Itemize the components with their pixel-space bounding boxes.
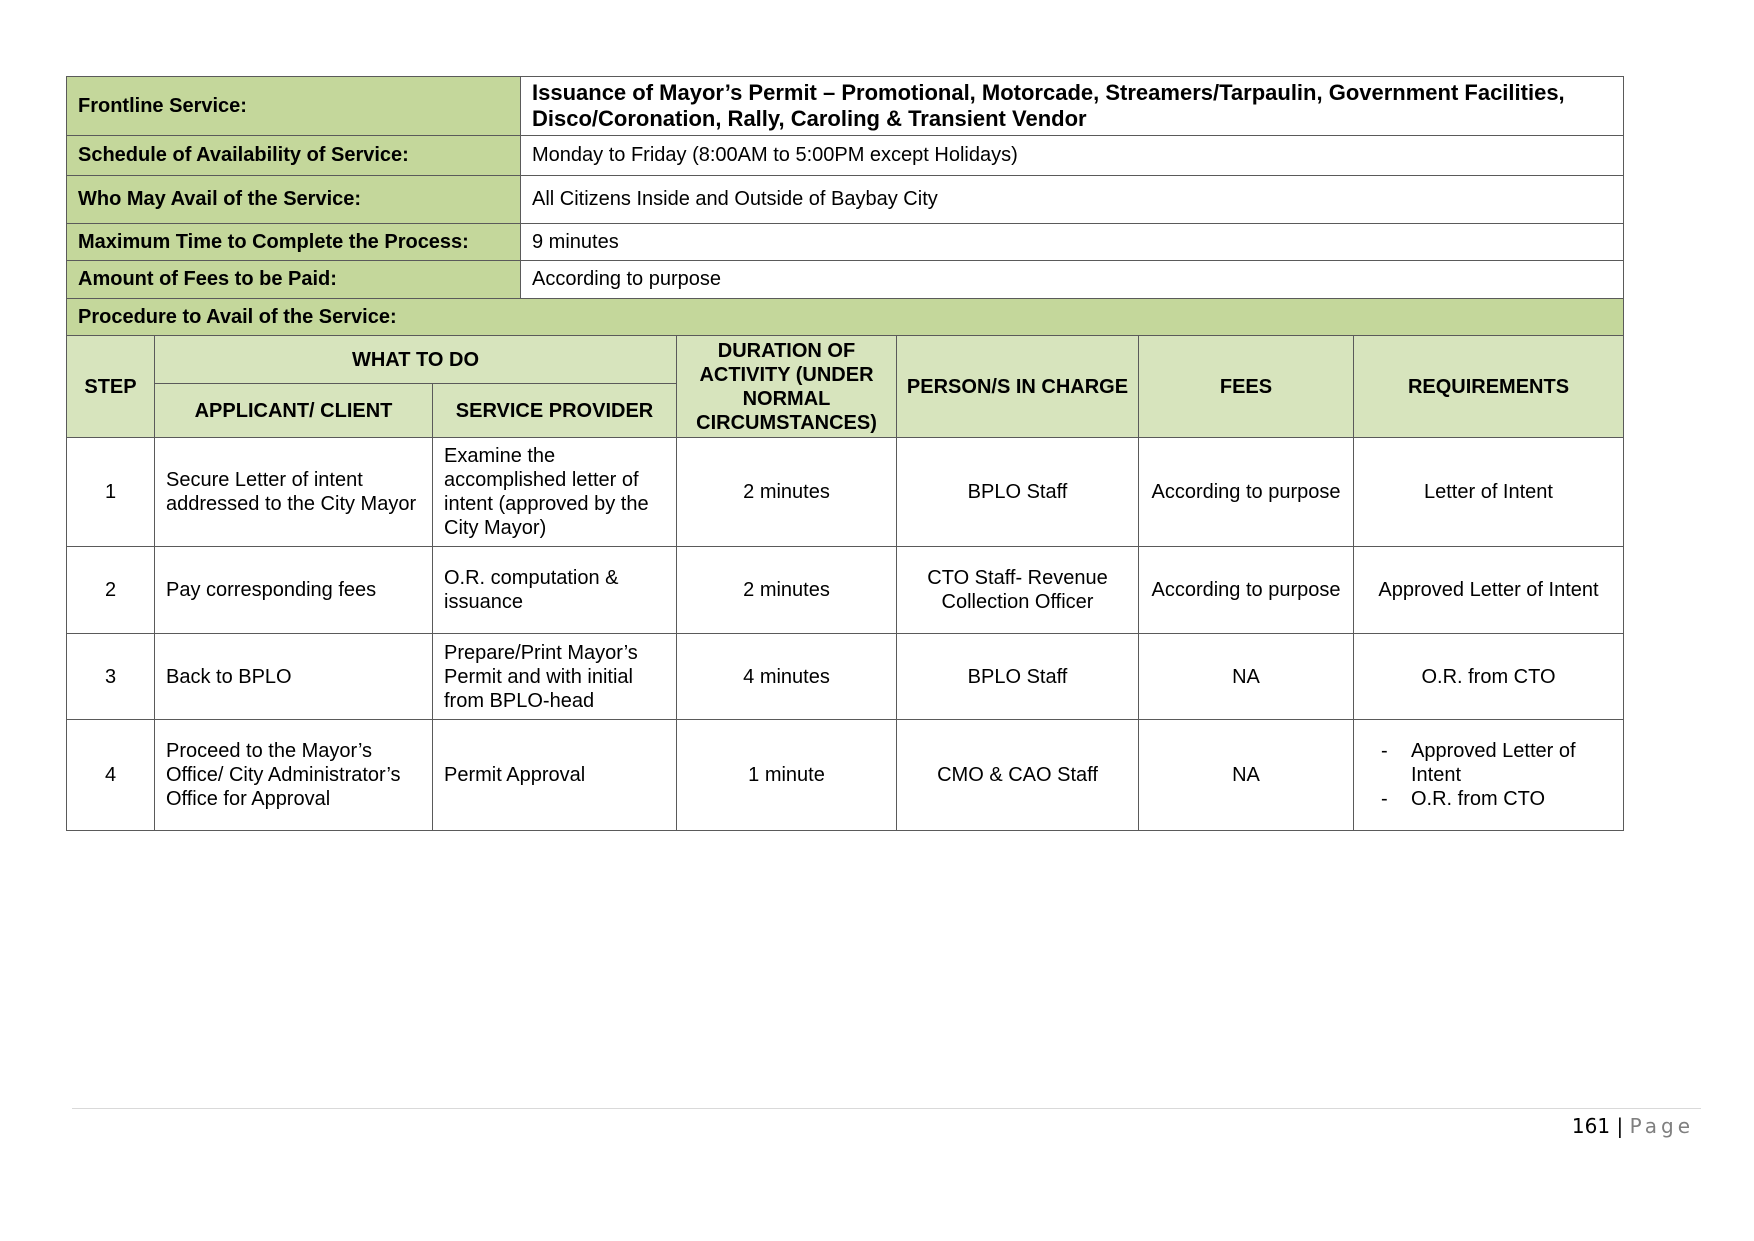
requirement: Approved Letter of Intent [1354,547,1624,634]
info-label: Amount of Fees to be Paid: [67,261,521,299]
table-row [67,634,1624,720]
applicant-action: Proceed to the Mayor’s Office/ City Administrator’s Office for Approval [155,720,433,831]
page-number: 161 [1571,1114,1611,1138]
header-row-top [67,336,1624,384]
person-in-charge: CTO Staff- Revenue Collection Officer [897,547,1139,634]
requirements-list [1365,739,1612,811]
info-row-max-time [67,224,1624,261]
duration: 4 minutes [677,634,897,720]
person-in-charge: CMO & CAO Staff [897,720,1139,831]
info-row-schedule [67,136,1624,176]
page-word: Page [1629,1114,1694,1138]
footer-separator: | [1616,1114,1624,1138]
step-number: 2 [67,547,155,634]
duration: 2 minutes [677,547,897,634]
duration: 1 minute [677,720,897,831]
info-value: According to purpose [521,261,1624,299]
info-row-fees [67,261,1624,299]
service-info-table [66,76,1624,336]
table-row [67,720,1624,831]
provider-action: Prepare/Print Mayor’s Permit and with initial from BPLO-head [433,634,677,720]
info-label: Maximum Time to Complete the Process: [67,224,521,261]
provider-action: Permit Approval [433,720,677,831]
applicant-action: Back to BPLO [155,634,433,720]
duration: 2 minutes [677,438,897,547]
header-duration: DURATION OF ACTIVITY (UNDER NORMAL CIRCUMSTANCES) [677,336,897,438]
requirement: Letter of Intent [1354,438,1624,547]
header-applicant: APPLICANT/ CLIENT [155,384,433,438]
page-footer [1572,1114,1694,1138]
procedure-table [66,335,1624,831]
footer-divider [72,1108,1701,1109]
table-row [67,547,1624,634]
applicant-action: Pay corresponding fees [155,547,433,634]
fees: According to purpose [1139,438,1354,547]
provider-action: O.R. computation & issuance [433,547,677,634]
info-row-who-may-avail [67,176,1624,224]
header-person-in-charge: PERSON/S IN CHARGE [897,336,1139,438]
requirement: O.R. from CTO [1354,634,1624,720]
step-number: 1 [67,438,155,547]
info-label: Frontline Service: [67,77,521,136]
fees: NA [1139,634,1354,720]
person-in-charge: BPLO Staff [897,634,1139,720]
header-requirements: REQUIREMENTS [1354,336,1624,438]
applicant-action: Secure Letter of intent addressed to the City Mayor [155,438,433,547]
info-label: Schedule of Availability of Service: [67,136,521,176]
table-row [67,438,1624,547]
info-label: Who May Avail of the Service: [67,176,521,224]
person-in-charge: BPLO Staff [897,438,1139,547]
step-number: 4 [67,720,155,831]
header-what-to-do: WHAT TO DO [155,336,677,384]
header-step: STEP [67,336,155,438]
info-value: 9 minutes [521,224,1624,261]
procedure-label: Procedure to Avail of the Service: [67,299,1624,336]
requirements-list-cell [1354,720,1624,831]
step-number: 3 [67,634,155,720]
header-fees: FEES [1139,336,1354,438]
service-title: Issuance of Mayor’s Permit – Promotional, Motorcade, Streamers/Tarpaulin, Government Facilities, Disco/Coronation, Rally, Caroling & Transient Vendor [521,77,1624,136]
document-page [66,76,1623,831]
list-item: - Approved Letter of Intent [1381,739,1612,787]
info-row-frontline-service [67,77,1624,136]
provider-action: Examine the accomplished letter of intent (approved by the City Mayor) [433,438,677,547]
info-value: Monday to Friday (8:00AM to 5:00PM except Holidays) [521,136,1624,176]
fees: According to purpose [1139,547,1354,634]
header-service-provider: SERVICE PROVIDER [433,384,677,438]
list-item: - O.R. from CTO [1381,787,1612,811]
procedure-row [67,299,1624,336]
info-value: All Citizens Inside and Outside of Baybay City [521,176,1624,224]
fees: NA [1139,720,1354,831]
